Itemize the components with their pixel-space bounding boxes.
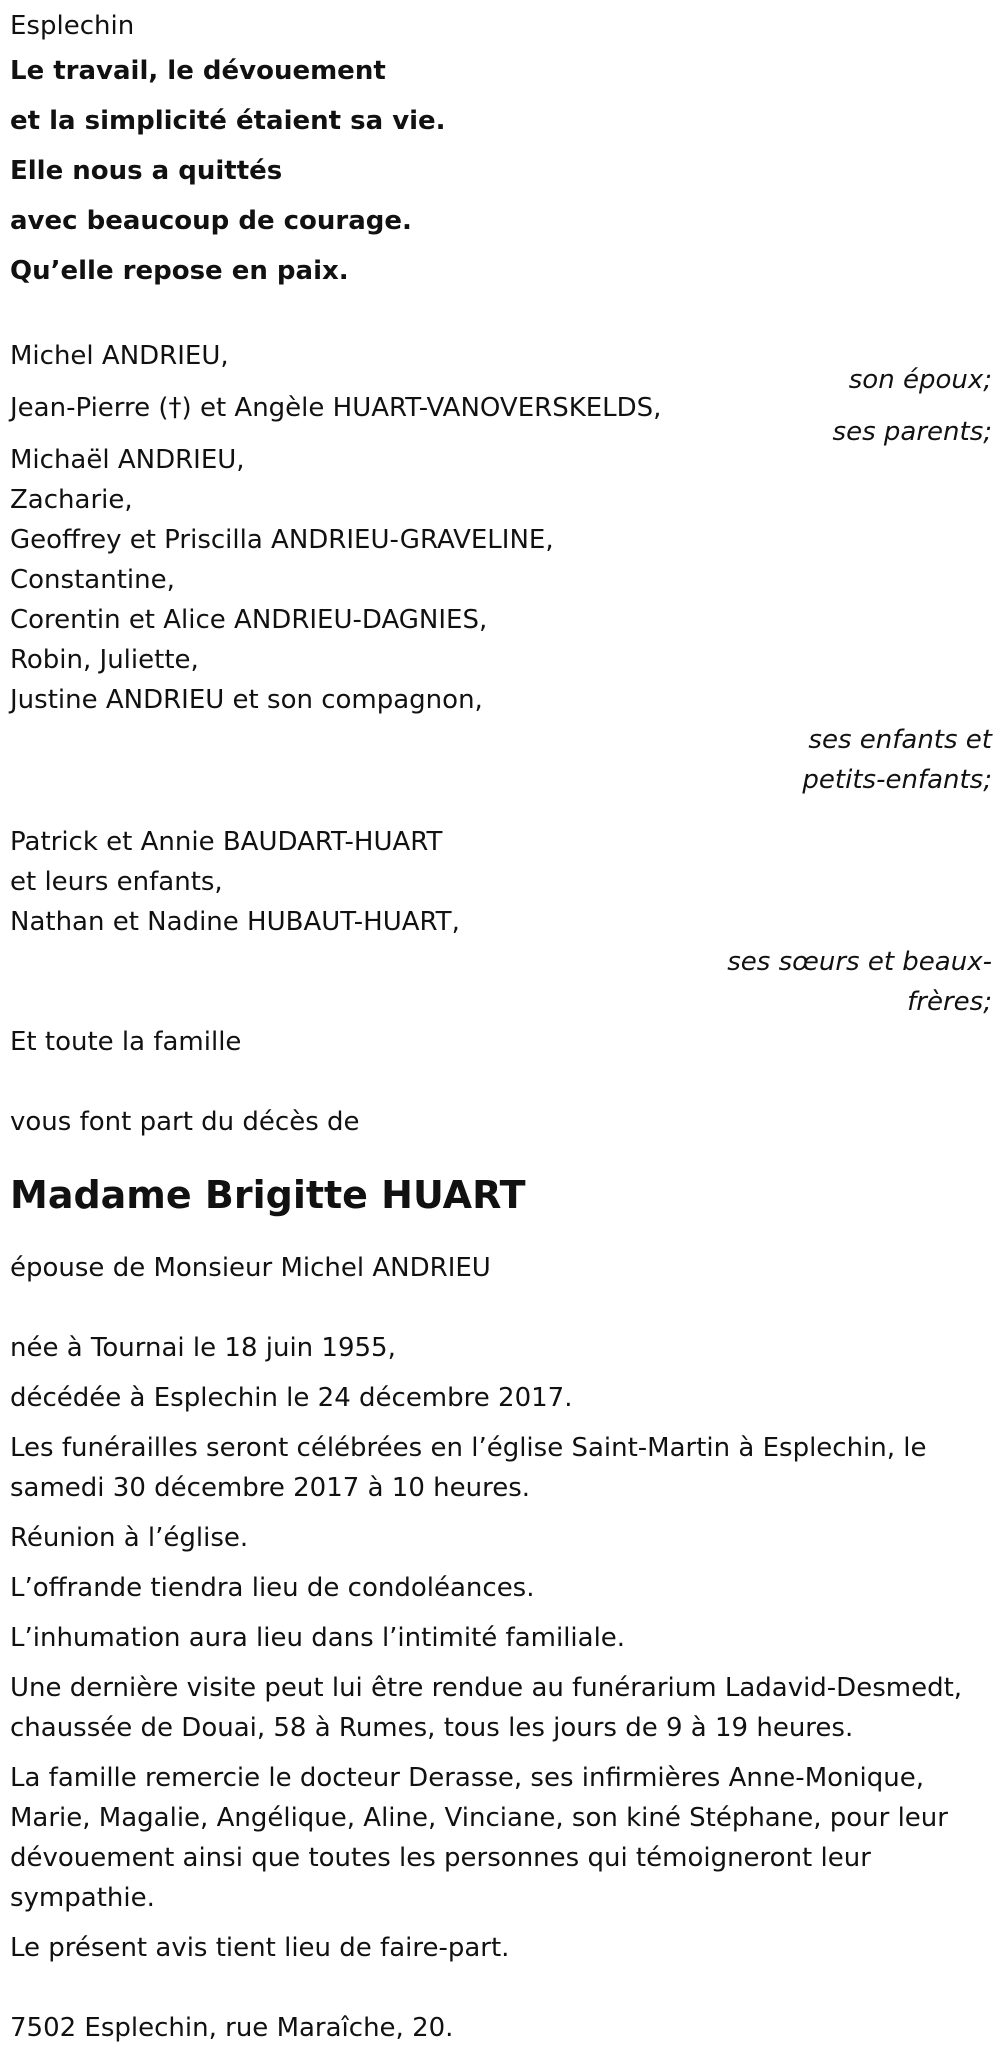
family-name: Robin, Juliette,: [10, 645, 199, 675]
spouse-line: épouse de Monsieur Michel ANDRIEU: [10, 1253, 491, 1283]
family-all: Et toute la famille: [10, 1027, 242, 1057]
family-role: petits-enfants;: [802, 765, 992, 795]
verse-line: avec beaucoup de courage.: [10, 206, 412, 236]
offering-line: L’offrande tiendra lieu de condoléances.: [10, 1573, 535, 1603]
family-role: ses parents;: [832, 417, 992, 447]
family-role: frères;: [907, 987, 992, 1017]
family-name: Zacharie,: [10, 485, 133, 515]
family-role: son époux;: [848, 365, 992, 395]
family-name: Michaël ANDRIEU,: [10, 445, 245, 475]
family-group-children: [10, 440, 992, 800]
family-group-siblings: [10, 822, 992, 1022]
burial-line: L’inhumation aura lieu dans l’intimité familiale.: [10, 1623, 626, 1653]
family-name: Michel ANDRIEU,: [10, 341, 229, 371]
meeting-line: Réunion à l’église.: [10, 1523, 249, 1553]
death-line: décédée à Esplechin le 24 décembre 2017.: [10, 1383, 573, 1413]
obituary-notice: [10, 0, 992, 2048]
deceased-name: Madame Brigitte HUART: [10, 1173, 526, 1217]
memorial-verse: [10, 46, 992, 296]
thanks-paragraph: La famille remercie le docteur Derasse, ses infirmières Anne-Monique, Marie, Magalie, Angélique, Aline, Vinciane, son kiné Stéphane, pour leur dévouement ainsi que toutes les personnes qui témoigneront leur sympathie.: [10, 1763, 948, 1913]
verse-line: Le travail, le dévouement: [10, 56, 386, 86]
family-name: Patrick et Annie BAUDART-HUART: [10, 827, 443, 857]
announcement: vous font part du décès de: [10, 1107, 360, 1137]
family-role: ses enfants et: [808, 725, 992, 755]
town-heading: Esplechin: [10, 11, 135, 41]
family-name: Jean-Pierre (†) et Angèle HUART-VANOVERSKELDS,: [10, 393, 662, 423]
verse-line: Elle nous a quittés: [10, 156, 283, 186]
visit-paragraph: Une dernière visite peut lui être rendue au funérarium Ladavid-Desmedt, chaussée de Douai, 58 à Rumes, tous les jours de 9 à 19 heures.: [10, 1673, 963, 1743]
verse-line: Qu’elle repose en paix.: [10, 256, 349, 286]
verse-line: et la simplicité étaient sa vie.: [10, 106, 446, 136]
family-role: ses sœurs et beaux-: [727, 947, 992, 977]
birth-line: née à Tournai le 18 juin 1955,: [10, 1333, 396, 1363]
funeral-paragraph: Les funérailles seront célébrées en l’église Saint-Martin à Esplechin, le samedi 30 décembre 2017 à 10 heures.: [10, 1433, 927, 1503]
family-name: Nathan et Nadine HUBAUT-HUART,: [10, 907, 460, 937]
family-name: Geoffrey et Priscilla ANDRIEU-GRAVELINE,: [10, 525, 554, 555]
details-block: [10, 1328, 992, 1968]
family-name: et leurs enfants,: [10, 867, 223, 897]
family-name: Corentin et Alice ANDRIEU-DAGNIES,: [10, 605, 488, 635]
family-name: Constantine,: [10, 565, 175, 595]
address-line: 7502 Esplechin, rue Maraîche, 20.: [10, 2013, 454, 2043]
family-name: Justine ANDRIEU et son compagnon,: [10, 685, 483, 715]
notice-line: Le présent avis tient lieu de faire-part.: [10, 1933, 510, 1963]
